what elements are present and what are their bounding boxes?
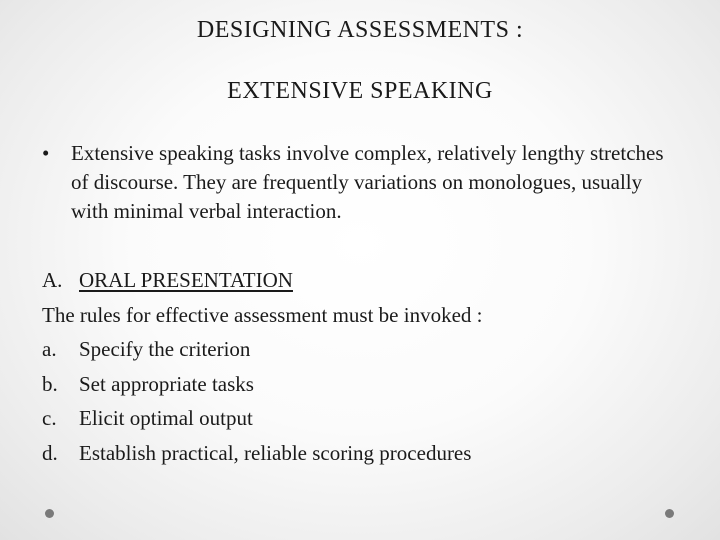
list-item-text: Elicit optimal output [79,406,253,430]
list-item [42,332,682,367]
section-marker: A. [42,268,63,292]
oral-presentation-section [42,263,682,470]
bullet-paragraph [42,139,682,226]
list-item-text: Set appropriate tasks [79,371,254,396]
list-item-marker: b. [42,371,58,396]
list-item-text: Specify the criterion [79,337,251,361]
slide-subtitle: EXTENSIVE SPEAKING [227,78,493,104]
decorative-dot-right [665,509,674,518]
bullet-text: Extensive speaking tasks involve complex, relatively lengthy stretches of discourse. They are frequently variations on monologues, usually with minimal verbal interaction. [71,141,664,223]
list-item-text: Establish practical, reliable scoring procedures [79,440,472,465]
list-item [42,401,682,436]
list-item-marker: d. [42,440,58,465]
section-heading: ORAL PRESENTATION [79,268,293,292]
list-item [42,436,682,471]
section-intro: The rules for effective assessment must be invoked : [42,302,483,327]
list-item [42,367,682,402]
slide-title: DESIGNING ASSESSMENTS : [196,17,524,43]
bullet-icon: • [42,141,50,165]
list-item-marker: a. [42,337,57,361]
list-item-marker: c. [42,406,57,430]
section-heading-row [42,263,682,298]
section-intro-row [42,298,682,333]
decorative-dot-left [45,509,54,518]
